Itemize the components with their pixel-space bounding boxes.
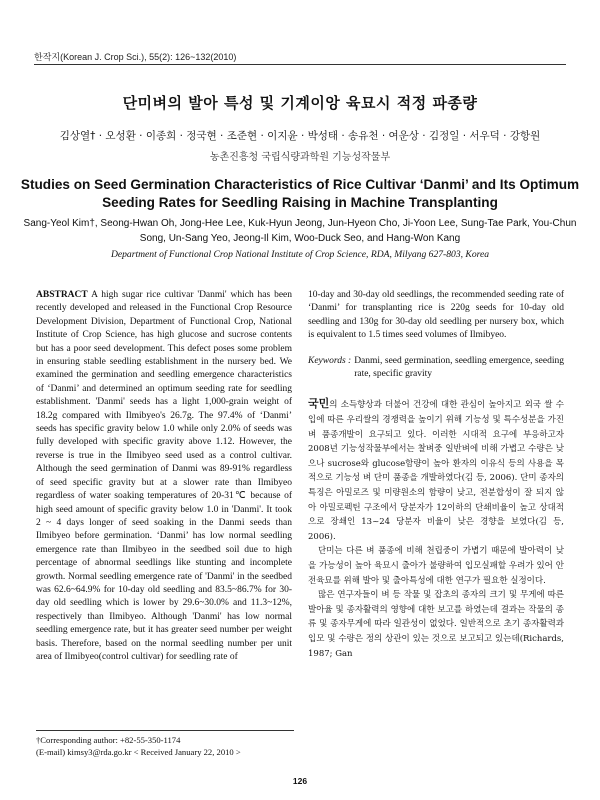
abstract-text: A high sugar rice cultivar 'Danmi' which has been recently developed and released in the Functional Crop Resource Development Division, Department of Functional Crop, National Institute of Crop Science, has high glucose and sucrose contents but has a poor seed development. This defect poses some problem in ensuring stable seedling establishment in the nursery bed. We examined the germination and seedling emergence characteristics of ‘Danmi’ and determined an optimum seeding rate for seedling establishment. 'Danmi' seeds has a light 1,000-grain weight of 18.2g compared with Ilmibyeo's 26.7g. The 97.4% of ‘Danmi’ seeds has specific gravity below 1.0 while only 2.0% of seeds was fully developed with specific gravity above 1.12. However, the reverse is true in the Ilmibyeo seed used as a control cultivar. Although the seed germination of Danmi was 89-91% regardless of seed specific gravity but at a slower rate than Ilmibyeo regardless of water soaking temperatures of 20-31℃ because of high seed amount of specific gravity below 1.0 in 'Danmi'. It took 2 ~ 4 days longer of seed soaking in the Danmi seeds than Ilmibyeo before germination. ‘Danmi’ has low normal seedling emergence rate than Ilmibyeo in the seedbed soil due to high percentage of abnormal seedlings like stunting and incomplete growth. Normal seedling emergence rate of 'Danmi' in the seedbed was 62.6~64.9% for 10-day old seedling and 83.5~86.7% for 30-day old seedling which is lower by 29.6~30.0% and 11.3~12%, respectively than Ilmibyeo. Although 'Danmi' has low normal seedling emergence rate, but it has greater seed number per weight basis. Therefore, based on the normal seedling number per unit area of Ilmibyeo(control cultivar) for seedling rate of xyxy=(36,290,292,662)
abstract-column-left xyxy=(36,289,292,664)
page-number: 126 xyxy=(292,776,308,786)
dropcap-word: 국민 xyxy=(308,397,330,411)
abstract-continued: 10-day and 30-day old seedlings, the recommended seeding rate of ‘Danmi’ for transplanting rice is 220g seeds for 10-day old seedling and 130g for 30-day old seedling per nursery box, which is equivalent to 1.5 times seed volumes of Ilmibyeo. xyxy=(308,290,564,341)
footnote xyxy=(36,730,294,758)
journal-header: 한작지(Korean J. Crop Sci.), 55(2): 126~132(2010) xyxy=(34,52,237,62)
paragraph-text: 의 소득향상과 더불어 건강에 대한 관심이 높아지고 외국 쌀 수입에 따른 우리쌀의 경쟁력을 높이기 위해 기능성 및 특수성분을 가진 벼 품종개발이 요구되고 있다. 이러한 시대적 요구에 부응하고자 2008년 기능성작물부에서는 찰벼중 일반벼에 비해 가볍고 수량은 낮으나 sucrose와 glucose함량이 높아 환자의 이유식 등의 사용을 목적으로 기능성 벼 단미 품종을 개발하였다(김 등, 2006). 단미 종자의 특징은 아밀로즈 및 미량원소의 함량이 낮고, 전분합성이 잘 되지 않아 아밀로펙틴 구조에서 당분자가 12이하의 단쇄비율이 높고 상대적으로 장쇄인 13~24 당분자 비율이 낮은 경향을 보였다(김 등, 2006). xyxy=(308,400,564,542)
abstract-heading: ABSTRACT xyxy=(36,290,88,300)
header-rule xyxy=(34,64,566,65)
korean-body xyxy=(308,397,564,661)
footnote-email: (E-mail) kimsy3@rda.go.kr < Received January 22, 2010 > xyxy=(36,747,241,757)
title-korean: 단미벼의 발아 특성 및 기계이앙 육묘시 적정 파종량 xyxy=(122,94,478,112)
body-paragraph-2: 단미는 다른 벼 품종에 비해 천립중이 가볍기 때문에 발아력이 낮을 가능성이 높아 육묘시 출아가 불량하여 입모실패할 우려가 있어 안전육묘를 위해 발아 및 출아특성에 대한 연구가 필요한 실정이다. xyxy=(308,546,564,586)
keywords-text: Danmi, seed germination, seedling emergence, seeding rate, specific gravity xyxy=(354,355,564,380)
title-english: Studies on Seed Germination Characteristics of Rice Cultivar ‘Danmi’ and Its Optimum Seeding Rates for Seedling Raising in Machine Transplanting xyxy=(20,177,580,210)
keywords-label: Keywords : xyxy=(308,355,352,366)
authors-english: Sang-Yeol Kim†, Seong-Hwan Oh, Jong-Hee Lee, Kuk-Hyun Jeong, Jun-Hyeon Cho, Ji-Yoon Lee, Sung-Tae Park, You-Chun Song, Un-Sang Yeo, Jeong-Il Kim, Woo-Duck Seo, and Hang-Won Kang xyxy=(23,218,577,244)
authors-korean: 김상열† · 오성환 · 이종희 · 정국현 · 조준현 · 이지윤 · 박성태 · 송유천 · 여운상 · 김정일 · 서우덕 · 강항원 xyxy=(59,130,541,142)
footnote-corresponding: †Corresponding author: +82-55-350-1174 xyxy=(36,735,181,745)
abstract-column-right xyxy=(308,289,564,661)
affiliation-english: Department of Functional Crop National Institute of Crop Science, RDA, Milyang 627-803, Korea xyxy=(110,249,490,260)
body-paragraph-3: 많은 연구자들이 벼 등 작물 및 잡초의 종자의 크기 및 무게에 따른 발아율 및 종자활력의 영향에 대한 보고를 하였는데 결과는 작물의 종류 및 종자무게에 따라 일관성이 없었다. 일반적으로 초기 종자활력과 입모 및 수량은 정의 상관이 있는 것으로 보고되고 있는데(Richards, 1987; Gan xyxy=(308,590,564,659)
body-paragraph-1 xyxy=(308,397,564,544)
keywords xyxy=(308,355,564,382)
affiliation-korean: 농촌진흥청 국립식량과학원 기능성작물부 xyxy=(209,152,391,163)
